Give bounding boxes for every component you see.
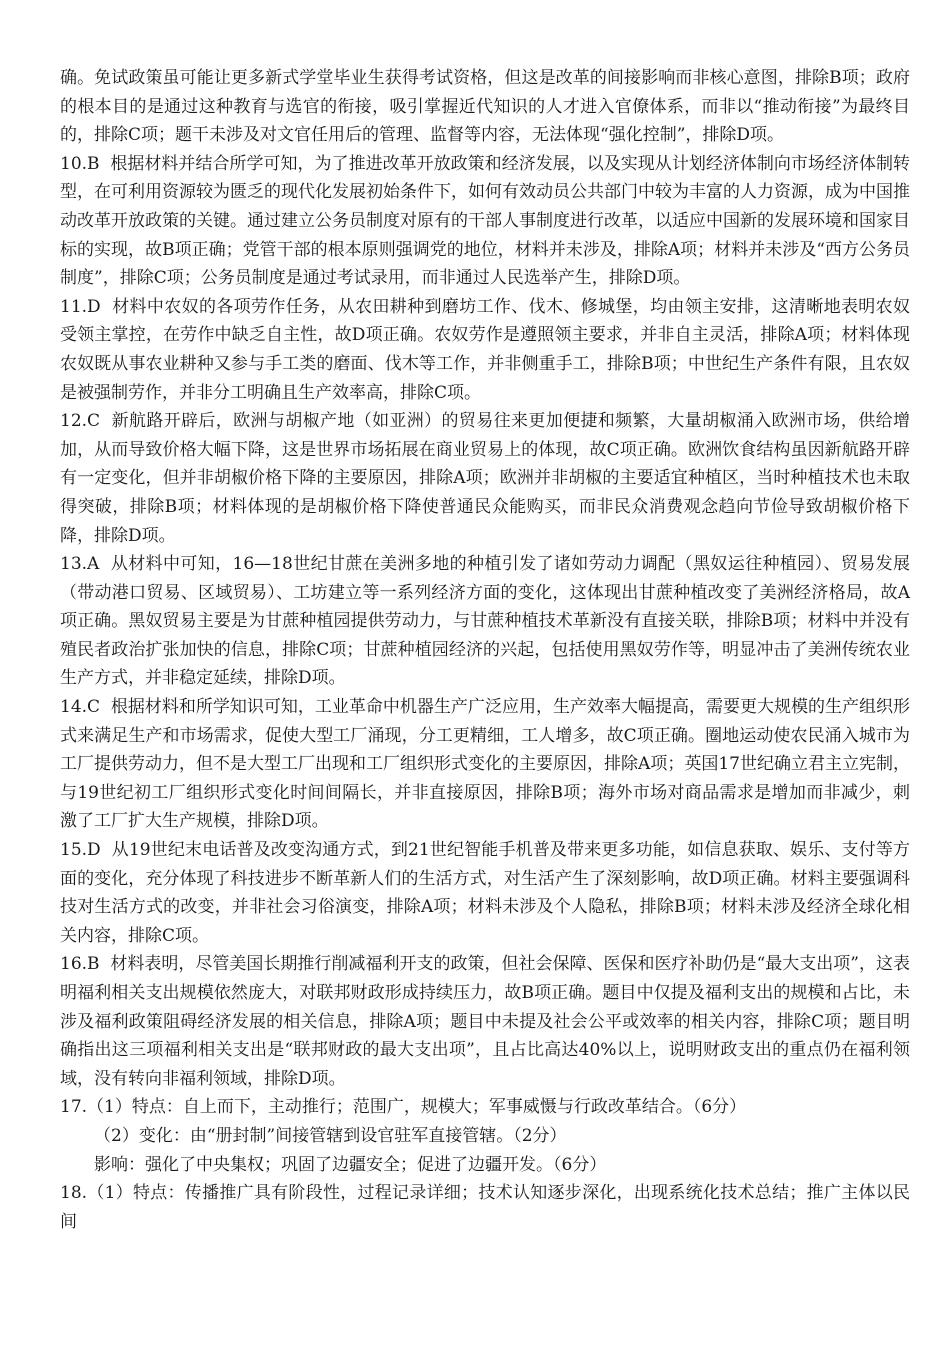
- answer-text: 根据材料和所学知识可知，工业革命中机器生产广泛应用，生产效率大幅提高，需要更大规模的生产组织形式来满足生产和市场需求，促使大型工厂涌现，分工更精细，工人增多，故C项正确。圈地运动使农民涌入城市为工厂提供劳动力，但不是大型工厂出现和工厂组织形式变化的主要原因，排除A项；英国17世纪确立君主立宪制，与19世纪初工厂组织形式变化时间间隔长，并非直接原因，排除B项；海外市场对商品需求是增加而非减少，刺激了工厂扩大生产规模，排除D项。: [60, 697, 911, 832]
- answer-item-14: [60, 693, 910, 836]
- answer-item-12: [60, 407, 910, 550]
- answer-number: 12.C: [60, 411, 101, 432]
- answer-text: 从材料中可知，16—18世纪甘蔗在美洲多地的种植引发了诸如劳动力调配（黑奴运往种植园）、贸易发展（带动港口贸易、区域贸易）、工坊建立等一系列经济方面的变化，这体现出甘蔗种植改变了美洲经济格局，故A项正确。黑奴贸易主要是为甘蔗种植园提供劳动力，与甘蔗种植技术革新没有直接关联，排除B项；材料中并没有殖民者政治扩张加快的信息，排除C项；甘蔗种植园经济的兴起，包括使用黑奴劳作等，明显冲击了美洲传统农业生产方式，并非稳定延续，排除D项。: [60, 554, 911, 689]
- intro-paragraph: 确。免试政策虽可能让更多新式学堂毕业生获得考试资格，但这是改革的间接影响而非核心意图，排除B项；政府的根本目的是通过这种教育与选官的衔接，吸引掌握近代知识的人才进入官僚体系，而非以“推动衔接”为最终目的，排除C项；题干未涉及对文官任用后的管理、监督等内容，无法体现“强化控制”，排除D项。: [60, 68, 910, 146]
- answer-17-line-2: （2）变化：由“册封制”间接管辖到设官驻军直接管辖。（2分）: [94, 1125, 567, 1146]
- answer-text: 新航路开辟后，欧洲与胡椒产地（如亚洲）的贸易往来更加便捷和频繁，大量胡椒涌入欧洲市场，供给增加，从而导致价格大幅下降，这是世界市场拓展在商业贸易上的体现，故C项正确。欧洲饮食结构虽因新航路开辟有一定变化，但并非胡椒价格下降的主要原因，排除A项；欧洲并非胡椒的主要适宜种植区，当时种植技术也未取得突破，排除B项；材料体现的是胡椒价格下降使普通民众能购买，而非民众消费观念趋向节俭导致胡椒价格下降，排除D项。: [60, 411, 911, 546]
- answer-17-line-1: [60, 1093, 910, 1122]
- answer-text: 材料中农奴的各项劳作任务，从农田耕种到磨坊工作、伐木、修城堡，均由领主安排，这清晰地表明农奴受领主掌控，在劳作中缺乏自主性，故D项正确。农奴劳作是遵照领主要求，并非自主灵活，排除A项；材料体现农奴既从事农业耕种又参与手工类的磨面、伐木等工作，并非侧重手工，排除B项；中世纪生产条件有限，且农奴是被强制劳作，并非分工明确且生产效率高，排除C项。: [60, 296, 910, 403]
- answer-item-13: [60, 550, 910, 693]
- answer-number: 10.B: [60, 153, 100, 174]
- answer-number: 14.C: [60, 697, 101, 718]
- answer-number: 11.D: [60, 296, 101, 317]
- answer-item-17: [60, 1093, 910, 1179]
- answer-number: 15.D: [60, 840, 101, 861]
- answer-item-11: [60, 293, 910, 407]
- answer-number: 18.: [60, 1183, 88, 1204]
- answer-item-10: [60, 150, 910, 293]
- answer-18-line-1: [60, 1179, 910, 1236]
- answer-item-16: [60, 950, 910, 1093]
- answer-text: 根据材料并结合所学可知，为了推进改革开放政策和经济发展，以及实现从计划经济体制向市场经济体制转型，在可利用资源较为匮乏的现代化发展初始条件下，如何有效动员公共部门中较为丰富的人力资源，成为中国推动改革开放政策的关键。通过建立公务员制度对原有的干部人事制度进行改革，以适应中国新的发展环境和国家目标的实现，故B项正确；党管干部的根本原则强调党的地位，材料并未涉及，排除A项；材料并未涉及“西方公务员制度”，排除C项；公务员制度是通过考试录用，而非通过人民选举产生，排除D项。: [60, 153, 911, 289]
- answer-number: 16.B: [60, 954, 100, 975]
- answer-number: 17.: [60, 1097, 88, 1118]
- answer-text: （1）特点：自上而下，主动推行；范围广，规模大；军事威慑与行政改革结合。（6分）: [87, 1097, 747, 1118]
- answer-text: 从19世纪末电话普及改变沟通方式，到21世纪智能手机普及带来更多功能，如信息获取、娱乐、支付等方面的变化，充分体现了科技进步不断革新人们的生活方式，对生活产生了深刻影响，故D项正确。材料主要强调科技对生活方式的改变，并非社会习俗演变，排除A项；材料未涉及个人隐私，排除B项；材料未涉及经济全球化相关内容，排除C项。: [60, 840, 910, 946]
- answer-number: 13.A: [60, 554, 100, 575]
- answer-page: [60, 64, 910, 1236]
- answer-text: 材料表明，尽管美国长期推行削减福利开支的政策，但社会保障、医保和医疗补助仍是“最大支出项”，这表明福利相关支出规模依然庞大，对联邦财政形成持续压力，故B项正确。题目中仅提及福利支出的规模和占比，未涉及福利政策阻碍经济发展的相关信息，排除A项；题目中未提及社会公平或效率的相关内容，排除C项；题目明确指出这三项福利相关支出是“联邦财政的最大支出项”，且占比高达40%以上，说明财政支出的重点仍在福利领域，没有转向非福利领域，排除D项。: [60, 954, 910, 1089]
- answer-text: （1）特点：传播推广具有阶段性，过程记录详细；技术认知逐步深化，出现系统化技术总结；推广主体以民间: [60, 1183, 910, 1232]
- answer-item-15: [60, 836, 910, 950]
- answer-17-line-3: 影响：强化了中央集权；巩固了边疆安全；促进了边疆开发。（6分）: [94, 1154, 607, 1175]
- answer-item-18: [60, 1179, 910, 1236]
